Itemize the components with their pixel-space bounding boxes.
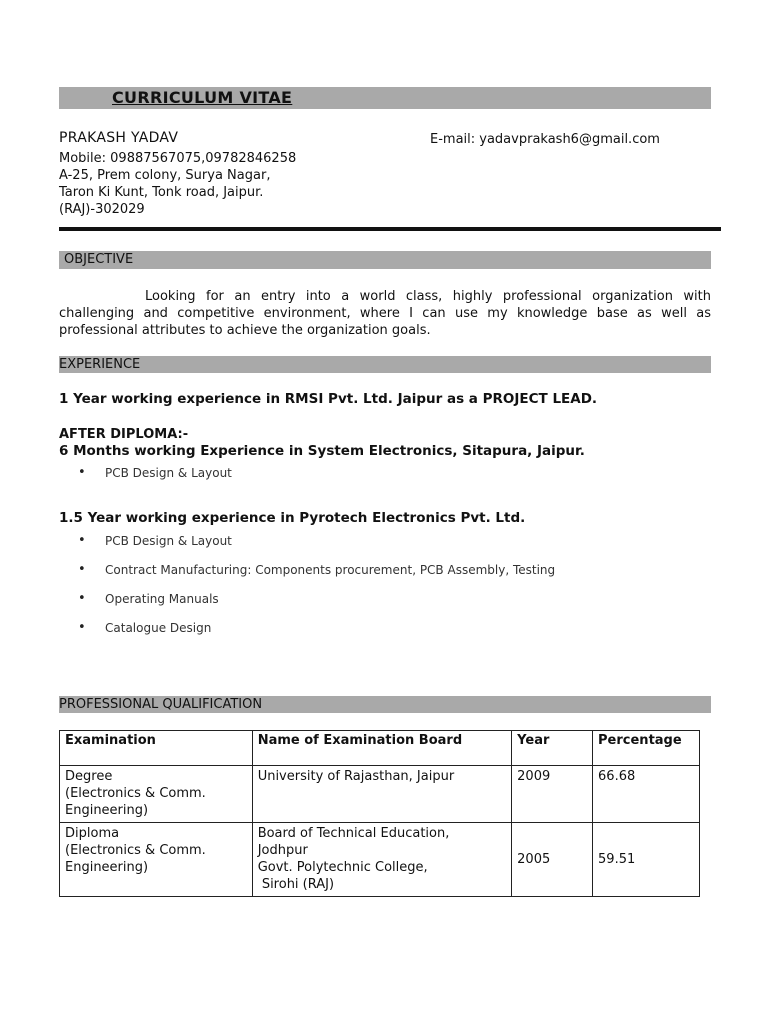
qualification-heading: PROFESSIONAL QUALIFICATION — [59, 697, 263, 712]
cell-line: Board of Technical Education, — [257, 826, 450, 841]
objective-band — [59, 251, 711, 269]
header-divider — [59, 227, 721, 231]
cell-line: University of Rajasthan, Jaipur — [257, 769, 455, 784]
percentage-cell: 59.51 — [593, 823, 700, 897]
cell-line: (Electronics & Comm. — [65, 786, 206, 801]
address-line-1: A-25, Prem colony, Surya Nagar, — [59, 168, 271, 183]
candidate-name: PRAKASH YADAV — [59, 130, 179, 146]
after-diploma-label: AFTER DIPLOMA:- — [59, 427, 189, 442]
cell-line: Engineering) — [65, 803, 149, 818]
cell-line: Degree — [65, 769, 113, 784]
email-text: E-mail: yadavprakash6@gmail.com — [430, 132, 660, 147]
address-line-3: (RAJ)-302029 — [59, 202, 145, 217]
system-electronics-duties — [78, 466, 232, 495]
experience-heading: EXPERIENCE — [59, 357, 141, 372]
cell-line: (Electronics & Comm. — [65, 843, 206, 858]
cell-line: Jodhpur — [257, 843, 308, 858]
pyrotech-duties — [78, 534, 555, 650]
cell-line: Sirohi (RAJ) — [257, 877, 335, 892]
board-cell — [252, 766, 511, 823]
year-cell: 2005 — [512, 823, 593, 897]
column-header: Year — [512, 731, 593, 766]
mobile-text: Mobile: 09887567075,09782846258 — [59, 151, 297, 166]
exam-cell — [60, 823, 253, 897]
board-cell — [252, 823, 511, 897]
list-item: • Catalogue Design — [78, 621, 555, 650]
table-header-row — [60, 731, 700, 766]
cell-line: Engineering) — [65, 860, 149, 875]
objective-heading: OBJECTIVE — [64, 252, 134, 267]
experience-rmsi: 1 Year working experience in RMSI Pvt. Ltd. Jaipur as a PROJECT LEAD. — [59, 391, 598, 407]
table-row — [60, 766, 700, 823]
objective-paragraph: Looking for an entry into a world class, highly professional organization with challenging and competitive environment, where I can use my knowledge base as well as professional attributes to achieve the organization goals. — [59, 289, 711, 338]
column-header: Examination — [60, 731, 253, 766]
list-item: • Contract Manufacturing: Components procurement, PCB Assembly, Testing — [78, 563, 555, 592]
column-header: Name of Examination Board — [252, 731, 511, 766]
experience-band — [59, 356, 711, 373]
cell-line: Govt. Polytechnic College, — [257, 860, 428, 875]
cell-line: Diploma — [65, 826, 120, 841]
list-item: • Operating Manuals — [78, 592, 555, 621]
table-row — [60, 823, 700, 897]
experience-pyrotech: 1.5 Year working experience in Pyrotech Electronics Pvt. Ltd. — [59, 510, 526, 526]
qualification-table — [59, 730, 700, 897]
experience-system-electronics: 6 Months working Experience in System Electronics, Sitapura, Jaipur. — [59, 443, 585, 459]
objective-text — [59, 288, 711, 339]
list-item: • PCB Design & Layout — [78, 534, 555, 563]
column-header: Percentage — [593, 731, 700, 766]
address-line-2: Taron Ki Kunt, Tonk road, Jaipur. — [59, 185, 264, 200]
cv-title: CURRICULUM VITAE — [112, 88, 293, 107]
exam-cell — [60, 766, 253, 823]
percentage-cell: 66.68 — [593, 766, 700, 823]
year-cell: 2009 — [512, 766, 593, 823]
list-item: • PCB Design & Layout — [78, 466, 232, 495]
